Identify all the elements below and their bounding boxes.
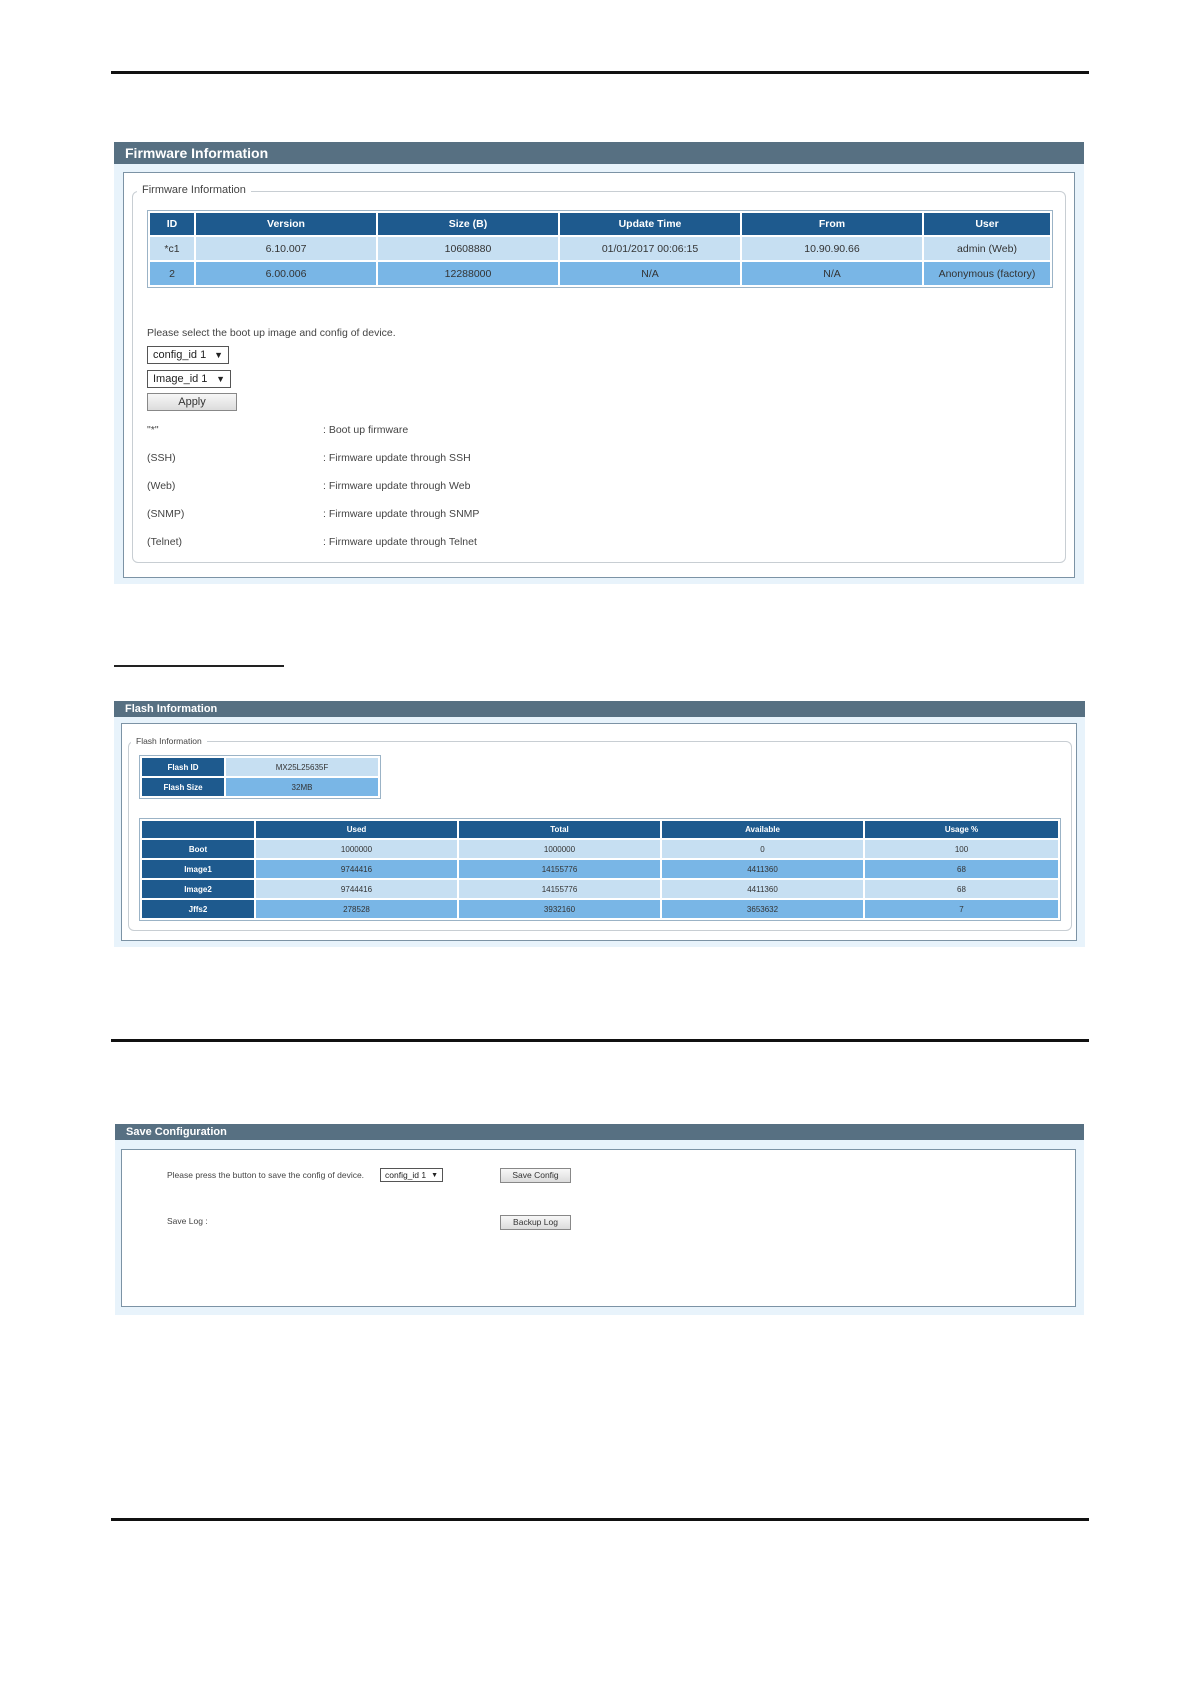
table-row	[142, 860, 1058, 878]
col-from: From	[742, 213, 922, 235]
cell-user: admin (Web)	[924, 237, 1050, 260]
save-config-prompt: Please press the button to save the config of device.	[167, 1170, 365, 1180]
firmware-table	[147, 210, 1053, 288]
cell-update-time: N/A	[560, 262, 740, 285]
firmware-panel	[114, 142, 1084, 584]
note-desc: : Firmware update through Telnet	[323, 536, 477, 548]
save-config-panel-body	[121, 1149, 1076, 1307]
save-config-id-select[interactable]	[380, 1168, 443, 1182]
backup-log-button[interactable]: Backup Log	[500, 1215, 571, 1230]
flash-usage-table	[139, 818, 1061, 921]
cell-version: 6.10.007	[196, 237, 376, 260]
cell-partition: Image1	[142, 860, 254, 878]
cell-available: 4411360	[662, 880, 863, 898]
cell-usage: 68	[865, 880, 1058, 898]
table-row	[142, 900, 1058, 918]
cell-id: *c1	[150, 237, 194, 260]
col-version: Version	[196, 213, 376, 235]
cell-partition: Jffs2	[142, 900, 254, 918]
flash-fieldset	[128, 736, 1072, 931]
cell-total: 14155776	[459, 880, 660, 898]
table-row	[142, 758, 378, 776]
top-rule	[111, 71, 1089, 74]
cell-total: 3932160	[459, 900, 660, 918]
note-key: (Telnet)	[147, 536, 183, 548]
cell-id: 2	[150, 262, 194, 285]
col-size: Size (B)	[378, 213, 558, 235]
config-id-select[interactable]	[147, 346, 229, 364]
col-partition	[142, 821, 254, 838]
cell-size: 12288000	[378, 262, 558, 285]
note-desc: : Firmware update through Web	[323, 480, 471, 492]
note-key: (SNMP)	[147, 508, 185, 520]
cell-usage: 100	[865, 840, 1058, 858]
cell-used: 9744416	[256, 880, 457, 898]
cell-size: 10608880	[378, 237, 558, 260]
cell-used: 9744416	[256, 860, 457, 878]
chevron-down-icon: ▼	[214, 350, 223, 360]
save-config-id-select-value: config_id 1	[385, 1170, 427, 1180]
save-config-panel	[115, 1124, 1084, 1315]
cell-from: 10.90.90.66	[742, 237, 922, 260]
boot-select-prompt: Please select the boot up image and config of device.	[147, 327, 396, 339]
cell-version: 6.00.006	[196, 262, 376, 285]
cell-usage: 7	[865, 900, 1058, 918]
cell-total: 1000000	[459, 840, 660, 858]
middle-rule	[111, 1039, 1089, 1042]
firmware-fieldset	[132, 184, 1066, 563]
table-row	[150, 262, 1050, 285]
save-config-panel-title: Save Configuration	[115, 1124, 1084, 1140]
image-id-select[interactable]	[147, 370, 231, 388]
cell-usage: 68	[865, 860, 1058, 878]
col-used: Used	[256, 821, 457, 838]
cell-partition: Boot	[142, 840, 254, 858]
firmware-panel-body	[123, 172, 1075, 578]
table-row	[142, 880, 1058, 898]
image-id-select-value: Image_id 1	[153, 373, 208, 385]
flash-panel-title: Flash Information	[114, 701, 1085, 717]
cell-total: 14155776	[459, 860, 660, 878]
col-user: User	[924, 213, 1050, 235]
note-key: (Web)	[147, 480, 176, 492]
note-key: (SSH)	[147, 452, 176, 464]
table-row	[142, 778, 378, 796]
flash-size-label: Flash Size	[142, 778, 224, 796]
flash-panel	[114, 701, 1085, 947]
apply-button[interactable]: Apply	[147, 393, 237, 411]
note-desc: : Firmware update through SSH	[323, 452, 471, 464]
cell-user: Anonymous (factory)	[924, 262, 1050, 285]
table-row	[150, 237, 1050, 260]
note-desc: : Firmware update through SNMP	[323, 508, 480, 520]
cell-partition: Image2	[142, 880, 254, 898]
chevron-down-icon: ▼	[216, 374, 225, 384]
save-log-label: Save Log :	[167, 1216, 208, 1226]
flash-size-value: 32MB	[226, 778, 378, 796]
cell-available: 3653632	[662, 900, 863, 918]
flash-id-label: Flash ID	[142, 758, 224, 776]
firmware-legend: Firmware Information	[137, 184, 251, 196]
note-desc: : Boot up firmware	[323, 424, 409, 436]
cell-used: 278528	[256, 900, 457, 918]
flash-info-table	[139, 755, 381, 799]
flash-id-value: MX25L25635F	[226, 758, 378, 776]
col-id: ID	[150, 213, 194, 235]
section-rule	[114, 665, 284, 667]
firmware-panel-title: Firmware Information	[114, 142, 1084, 164]
col-usage: Usage %	[865, 821, 1058, 838]
chevron-down-icon: ▼	[431, 1171, 438, 1179]
note-key: "*"	[147, 424, 159, 436]
flash-legend: Flash Information	[131, 736, 207, 746]
table-row	[142, 840, 1058, 858]
cell-from: N/A	[742, 262, 922, 285]
cell-available: 4411360	[662, 860, 863, 878]
cell-used: 1000000	[256, 840, 457, 858]
col-update-time: Update Time	[560, 213, 740, 235]
bottom-rule	[111, 1518, 1089, 1521]
col-total: Total	[459, 821, 660, 838]
config-id-select-value: config_id 1	[153, 349, 207, 361]
flash-panel-body	[121, 723, 1077, 941]
save-config-button[interactable]: Save Config	[500, 1168, 571, 1183]
col-available: Available	[662, 821, 863, 838]
cell-update-time: 01/01/2017 00:06:15	[560, 237, 740, 260]
cell-available: 0	[662, 840, 863, 858]
